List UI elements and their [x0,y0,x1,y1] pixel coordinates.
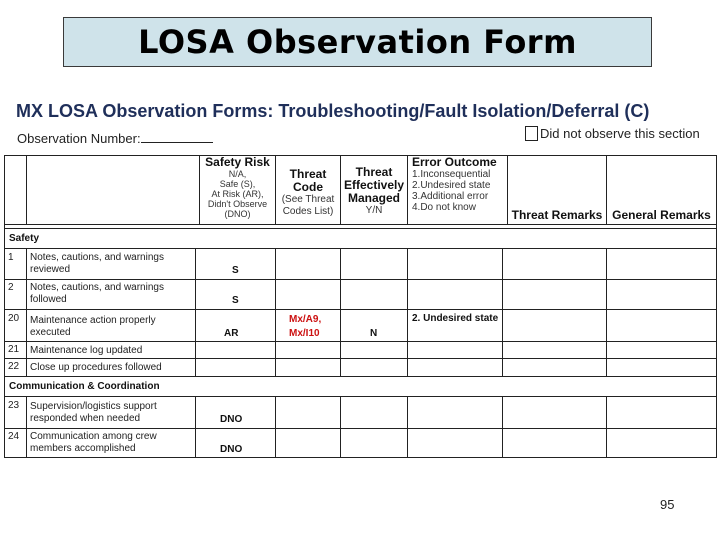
safety-risk-value: S [232,295,239,306]
header-threat-managed-title: Threat [355,165,393,179]
row-line [4,396,717,397]
safety-risk-value: AR [224,328,239,339]
body-vline [26,248,27,376]
row-item-line: executed [30,327,71,338]
row-item-line: Supervision/logistics support [30,401,157,412]
row-item-line: responded when needed [30,413,141,424]
header-safety-risk-line: (DNO) [224,209,251,219]
did-not-observe [525,126,700,141]
header-threat-managed-title: Managed [347,191,400,205]
table-border-top [4,155,717,156]
row-item [30,401,194,425]
body-vline [502,396,503,458]
table-border-right [716,155,717,458]
row-number: 20 [8,313,20,324]
row-item [30,345,194,357]
header-general-remarks: General Remarks [612,208,711,222]
body-vline [195,396,196,458]
row-item-line: Communication among crew [30,431,157,442]
body-vline [606,248,607,376]
header-error-outcome-line: 4.Do not know [412,202,476,213]
header-threat-remarks: Threat Remarks [511,208,603,222]
header-safety-risk-line: N/A, [228,169,247,179]
header-threat-managed-title: Effectively [343,178,405,192]
row-item [30,252,194,276]
row-item-line: Close up procedures followed [30,362,162,373]
header-threat-managed [341,166,407,217]
header-safety-risk-title: Safety Risk [205,155,270,169]
header-separator-2 [4,228,717,229]
header-threat-managed-sub: Y/N [365,205,383,216]
row-item-line: Maintenance action properly [30,315,156,326]
form-title: MX LOSA Observation Forms: Troubleshooting/Fault Isolation/Deferral (C) [16,101,650,121]
row-item [30,282,194,306]
table-border-left [4,155,5,458]
row-item [30,362,194,374]
header-threat-code-sub: (See Threat [281,194,335,205]
header-safety-risk-line: At Risk (AR), [211,189,264,199]
body-vline [26,396,27,458]
did-not-observe-checkbox[interactable] [525,126,538,141]
row-item-line: reviewed [30,264,71,275]
row-line [4,358,717,359]
threat-code-value [289,313,321,341]
body-vline [275,248,276,376]
body-vline [606,396,607,458]
row-item [30,431,194,455]
row-number: 21 [8,344,20,355]
header-error-outcome-title: Error Outcome [412,155,497,169]
error-outcome-value: 2. Undesired state [412,313,499,324]
observation-number-blank [141,132,213,143]
row-number: 23 [8,400,20,411]
row-line [4,341,717,342]
slide-title-box [63,17,652,67]
row-number: 24 [8,431,20,442]
header-error-outcome-line: 1.Inconsequential [412,169,491,180]
row-line [4,248,717,249]
row-item-line: Notes, cautions, and warnings [30,252,164,263]
body-vline [275,396,276,458]
section-communication: Communication & Coordination [9,381,160,392]
observation-number-label: Observation Number: [17,131,141,146]
body-vline [407,248,408,376]
header-threat-code-sub: Codes List) [282,206,334,217]
body-vline [340,248,341,376]
row-item-line: followed [30,294,67,305]
threat-code-line: Mx/I10 [289,328,320,339]
row-item-line: Maintenance log updated [30,345,143,356]
row-number: 2 [8,282,14,293]
body-vline [195,248,196,376]
row-line [4,309,717,310]
header-threat-code-title: Code [293,180,323,194]
row-line [4,376,717,377]
row-item-line: Notes, cautions, and warnings [30,282,164,293]
header-safety-risk [200,156,275,219]
row-line [4,279,717,280]
row-number: 1 [8,252,14,263]
header-threat-code [276,168,340,218]
header-error-outcome-line: 2.Undesired state [412,180,491,191]
body-vline [407,396,408,458]
hdr-vline [26,155,27,225]
body-vline [340,396,341,458]
header-safety-risk-line: Safe (S), [219,179,256,189]
did-not-observe-label: Did not observe this section [540,126,700,141]
body-vline [502,248,503,376]
row-item-line: members accomplished [30,443,136,454]
row-number: 22 [8,361,20,372]
safety-risk-value: DNO [220,444,243,455]
header-threat-code-title: Threat [289,167,327,181]
header-separator [4,224,717,225]
safety-risk-value: DNO [220,414,243,425]
threat-managed-value: N [370,328,378,339]
row-item [30,315,194,339]
row-line [4,428,717,429]
safety-risk-value: S [232,265,239,276]
header-error-outcome [408,156,507,213]
header-error-outcome-line: 3.Additional error [412,191,489,202]
table-border-bottom [4,457,717,458]
threat-code-line: Mx/A9, [289,314,322,325]
observation-number [17,131,213,146]
slide-title: LOSA Observation Form [138,23,577,61]
header-safety-risk-line: Didn't Observe [207,199,268,209]
page-number: 95 [660,497,675,512]
section-safety: Safety [9,233,40,244]
